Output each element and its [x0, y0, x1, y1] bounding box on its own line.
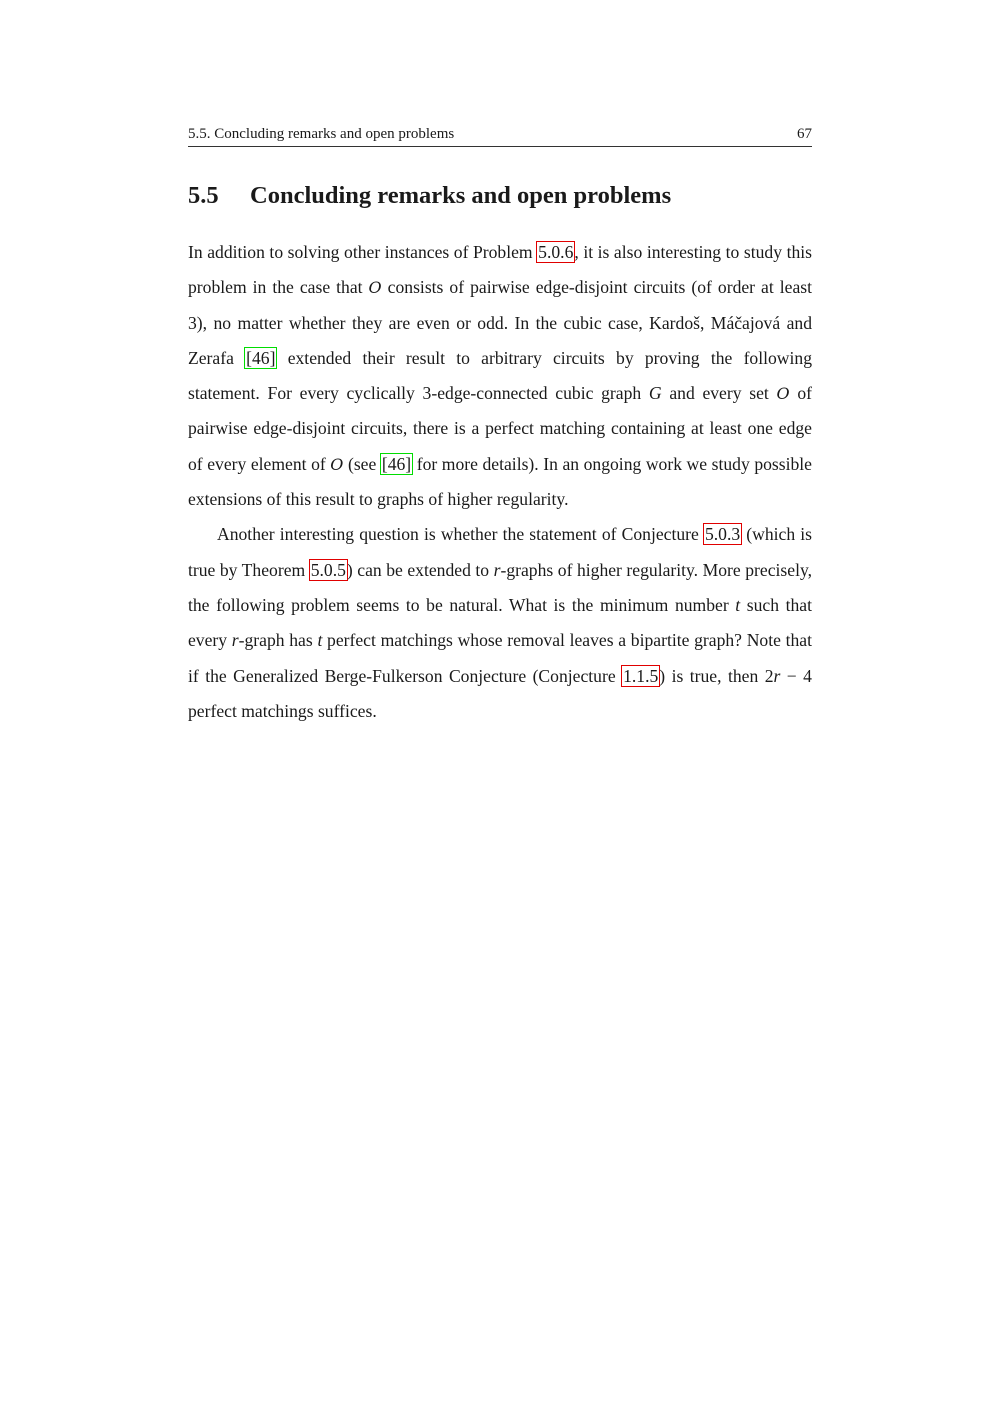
text-run: and every set — [661, 383, 777, 404]
text-run: − 4 perfect matchings suffices. — [188, 665, 812, 721]
body-text — [188, 235, 812, 729]
text-run: , it is also interesting to study this problem in the case that — [188, 242, 812, 298]
text-run: consists of pairwise edge-disjoint circuits (of order at least 3), no matter whether they are even or odd. In the cubic case, Kardoš, Máčajová and Zerafa — [188, 277, 812, 368]
text-run: -graphs of higher regularity. More precisely, the following problem seems to be natural. What is the minimum number — [188, 559, 813, 615]
text-run: ) is true, then 2 — [659, 665, 774, 686]
text-run: -graph has — [238, 630, 318, 651]
section-number: 5.5 — [188, 182, 219, 209]
text-run: such that every — [188, 594, 812, 651]
problem-reference-link[interactable]: 5.0.6 — [538, 242, 574, 262]
conjecture-reference-link[interactable]: 1.1.5 — [623, 665, 659, 686]
page-number: 67 — [797, 126, 812, 142]
text-run: for more details). In an ongoing work we study possible extensions of this result to graphs of higher regularity. — [188, 453, 812, 510]
running-header — [188, 124, 812, 147]
math-symbol-r: r — [231, 630, 239, 651]
text-run: ) can be extended to — [346, 559, 494, 580]
text-run: (see — [343, 453, 381, 474]
text-run: extended their result to arbitrary circuits by proving the following statement. For every cyclically 3-edge-connected cubic graph — [188, 347, 812, 404]
text-run: Another interesting question is whether the statement of Conjecture — [217, 524, 704, 545]
section-heading — [188, 182, 671, 210]
math-symbol-t: t — [317, 630, 323, 651]
paragraph-1 — [188, 235, 812, 517]
citation-link[interactable]: [46] — [246, 347, 276, 368]
running-title: 5.5. Concluding remarks and open problems — [188, 126, 455, 142]
calligraphic-o-symbol: O — [368, 278, 382, 298]
conjecture-reference-link[interactable]: 5.0.3 — [704, 524, 741, 545]
math-symbol-r: r — [773, 665, 781, 686]
text-run: In addition to solving other instances of Problem — [188, 242, 538, 262]
math-symbol-g: G — [648, 383, 662, 404]
section-title: Concluding remarks and open problems — [250, 182, 672, 209]
paragraph-2 — [188, 517, 812, 729]
text-run: of pairwise edge-disjoint circuits, there is a perfect matching containing at least one edge of every element of — [188, 383, 812, 474]
citation-link[interactable]: [46] — [381, 453, 412, 474]
theorem-reference-link[interactable]: 5.0.5 — [310, 559, 346, 580]
math-symbol-t: t — [735, 594, 741, 615]
text-run: (which is true by Theorem — [188, 524, 813, 580]
calligraphic-o-symbol: O — [330, 454, 344, 474]
text-run: perfect matchings whose removal leaves a bipartite graph? Note that if the Generalized Berge-Fulkerson Conjecture (Conjecture — [188, 630, 812, 686]
math-symbol-r: r — [493, 559, 501, 580]
calligraphic-o-symbol: O — [776, 384, 790, 404]
